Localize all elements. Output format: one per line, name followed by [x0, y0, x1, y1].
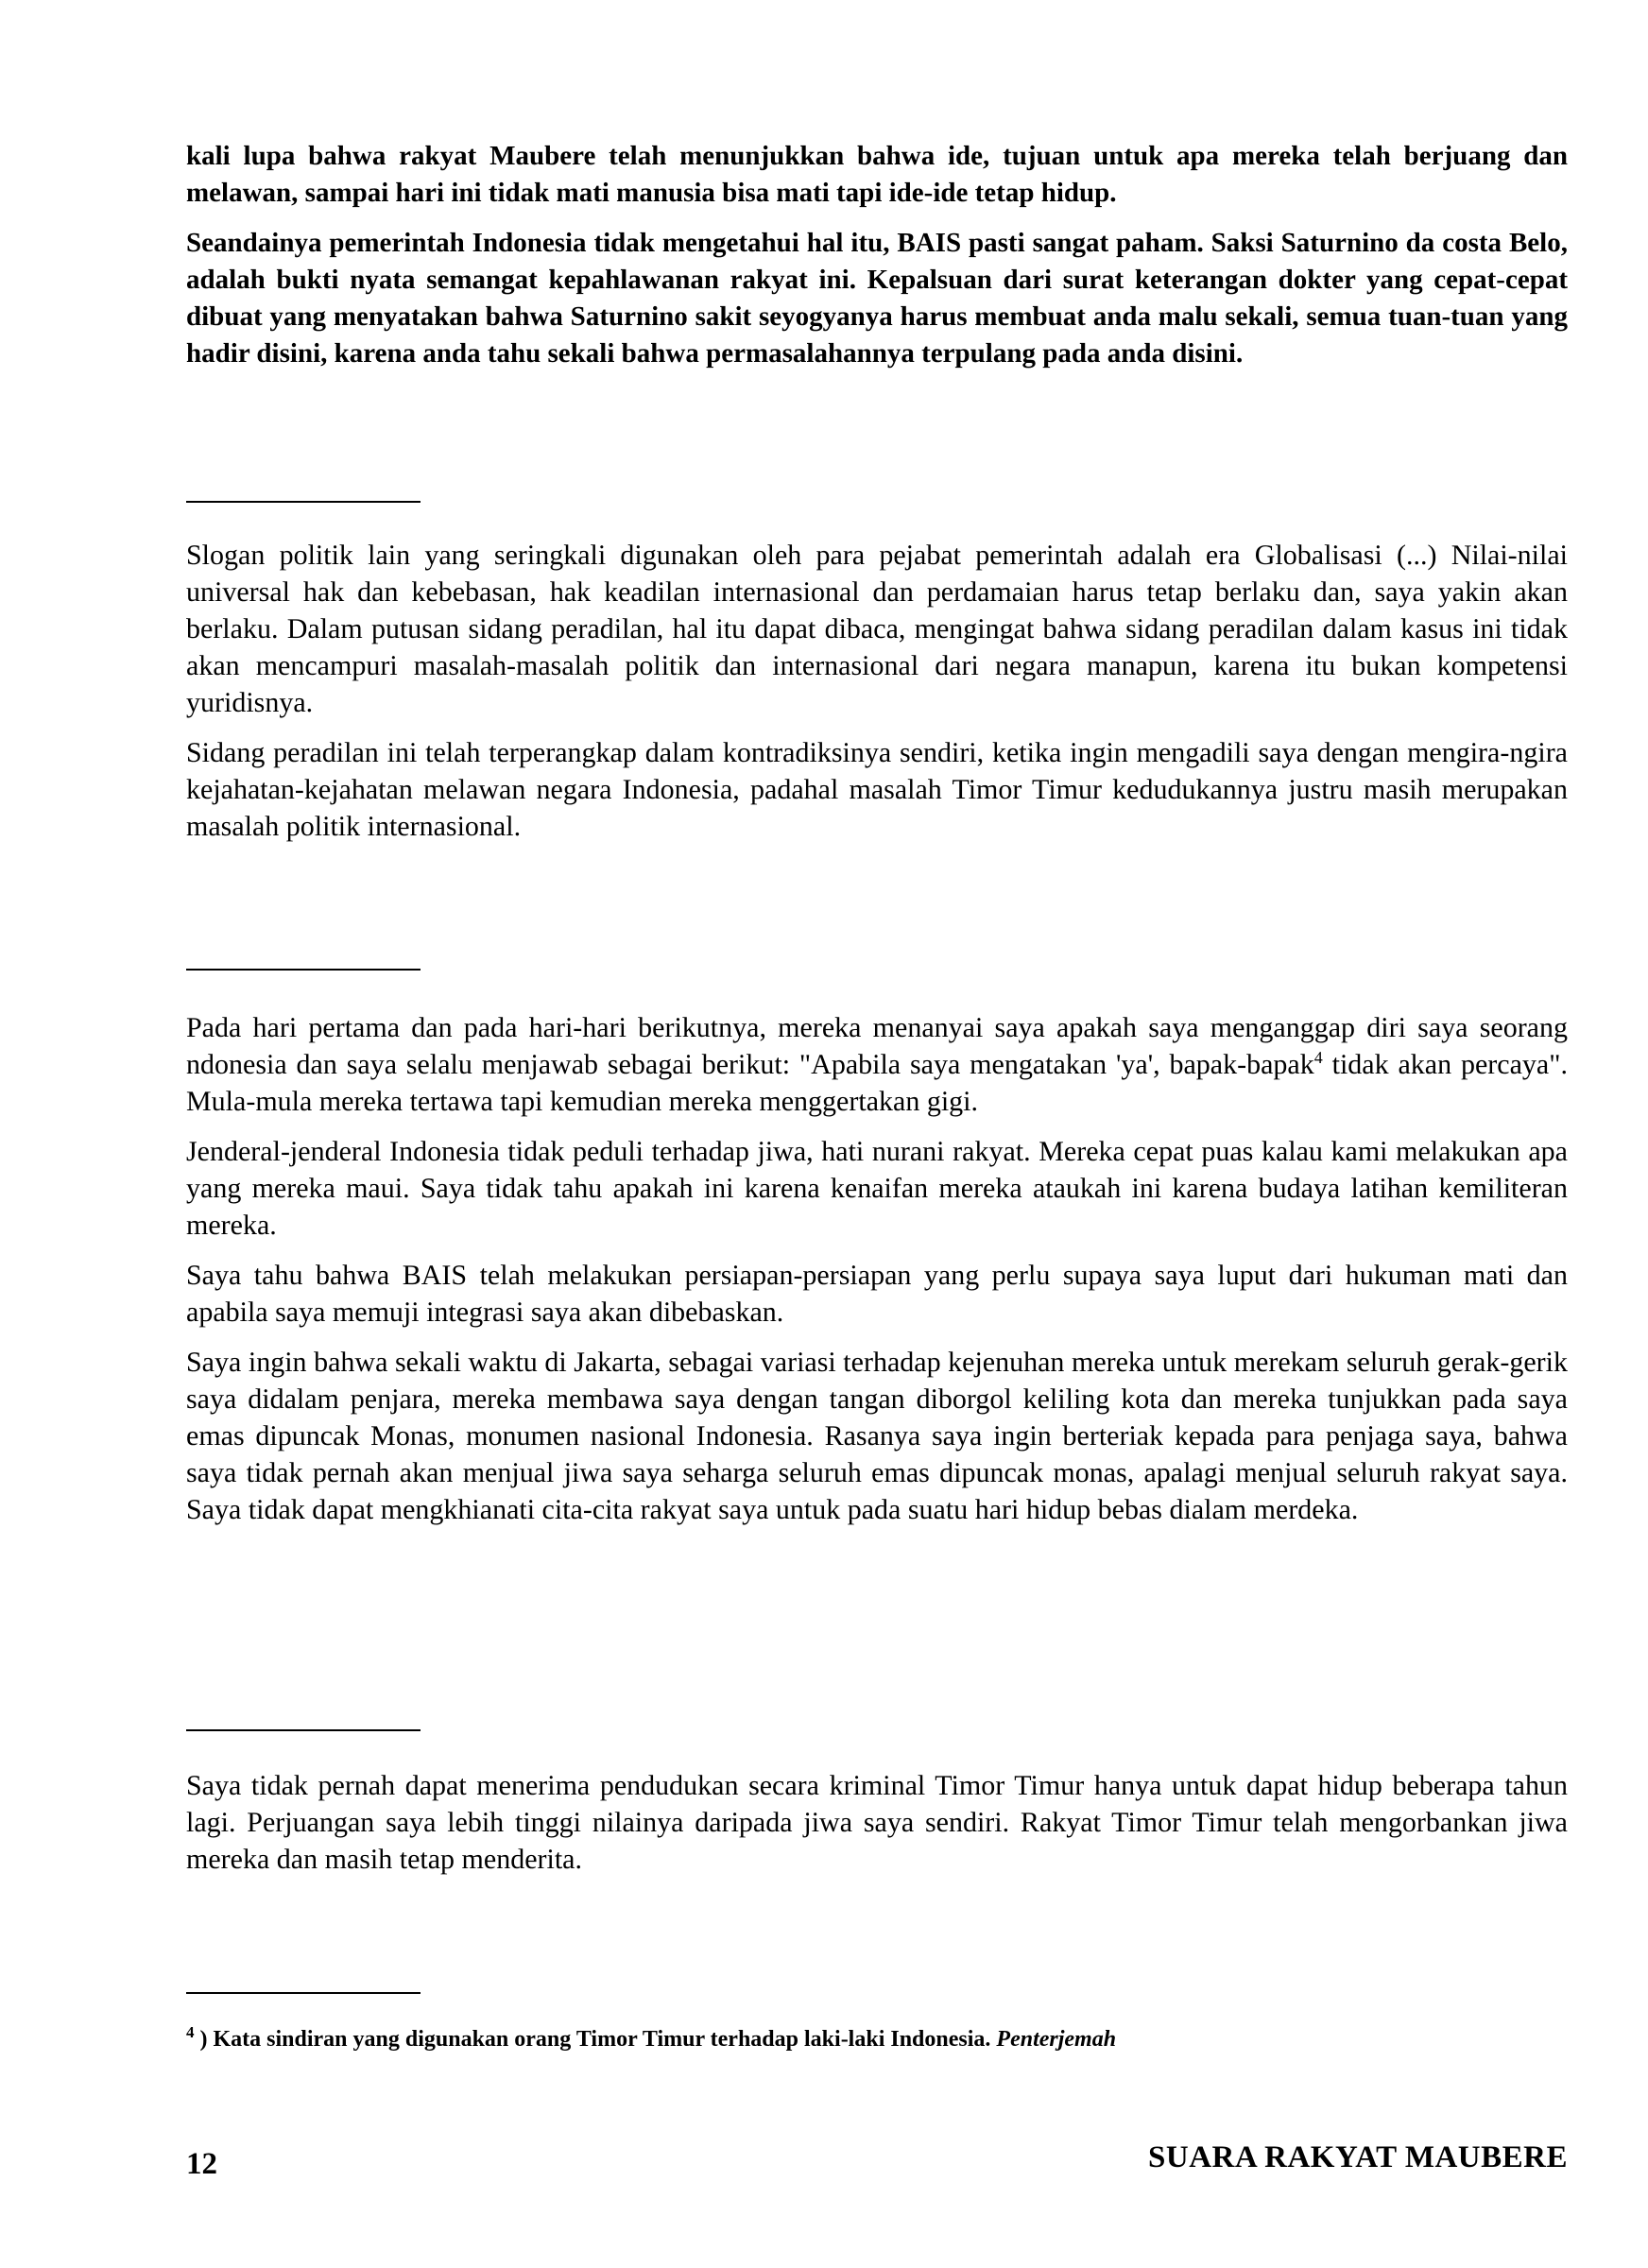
- footnote-divider: [186, 1992, 421, 1994]
- paragraph: Sidang peradilan ini telah terperangkap dalam kontradiksinya sendiri, ketika ingin mengadili saya dengan mengira-ngira kejahatan-kejahatan melawan negara Indonesia, padahal masalah Timor Timur kedudukannya justru masih merupakan masalah politik internasional.: [186, 737, 1568, 842]
- paragraph: Saya tidak pernah dapat menerima pendudukan secara kriminal Timor Timur hanya untuk dapat hidup beberapa tahun lagi. Perjuangan saya lebih tinggi nilainya daripada jiwa saya sendiri. Rakyat Timor Timur telah mengorbankan jiwa mereka dan masih tetap menderita.: [186, 1770, 1568, 1875]
- section-divider: [186, 1729, 421, 1731]
- section-3: [186, 1009, 1568, 1541]
- section-divider: [186, 969, 421, 971]
- footnote-reference: 4: [1313, 1048, 1323, 1067]
- section-1: [186, 138, 1568, 386]
- paragraph-text: Pada hari pertama dan pada hari-hari berikutnya, mereka menanyai saya apakah saya menganggap diri saya seorang ndonesia dan saya selalu menjawab sebagai berikut: "Apabila saya mengatakan 'ya', bapak-bapak: [186, 1012, 1568, 1080]
- paragraph-text: tidak akan percaya". Mula-mula mereka tertawa tapi kemudian mereka menggertakan gigi.: [186, 1049, 1568, 1117]
- paragraph: Saya ingin bahwa sekali waktu di Jakarta, sebagai variasi terhadap kejenuhan mereka untuk merekam seluruh gerak-gerik saya didalam penjara, mereka membawa saya dengan tangan diborgol keliling kota dan mereka tunjukkan pada saya emas dipuncak Monas, monumen nasional Indonesia. Rasanya saya ingin berteriak kepada para penjaga saya, bahwa saya tidak pernah akan menjual jiwa saya seharga seluruh emas dipuncak monas, apalagi menjual seluruh rakyat saya. Saya tidak dapat mengkhianati cita-cita rakyat saya untuk pada suatu hari hidup bebas dialam merdeka.: [186, 1347, 1568, 1525]
- paragraph: [186, 1009, 1568, 1120]
- footnote-marker: 4: [186, 2023, 195, 2041]
- footnote: [186, 2025, 1568, 2053]
- section-2: [186, 537, 1568, 858]
- section-4: [186, 1767, 1568, 1891]
- publication-title: SUARA RAKYAT MAUBERE: [1148, 2140, 1568, 2174]
- page-number: 12: [186, 2147, 217, 2181]
- paragraph: Seandainya pemerintah Indonesia tidak mengetahui hal itu, BAIS pasti sangat paham. Saksi Saturnino da costa Belo, adalah bukti nyata semangat kepahlawanan rakyat ini. Kepalsuan dari surat keterangan dokter yang cepat-cepat dibuat yang menyatakan bahwa Saturnino sakit seyogyanya harus membuat anda malu sekali, semua tuan-tuan yang hadir disini, karena anda tahu sekali bahwa permasalahannya terpulang pada anda disini.: [186, 228, 1568, 369]
- section-divider: [186, 501, 421, 503]
- footnote-text: ) Kata sindiran yang digunakan orang Timor Timur terhadap laki-laki Indonesia.: [199, 2027, 991, 2052]
- paragraph: Saya tahu bahwa BAIS telah melakukan persiapan-persiapan yang perlu supaya saya luput dari hukuman mati dan apabila saya memuji integrasi saya akan dibebaskan.: [186, 1260, 1568, 1328]
- footnote-attribution: Penterjemah: [996, 2027, 1117, 2052]
- paragraph: kali lupa bahwa rakyat Maubere telah menunjukkan bahwa ide, tujuan untuk apa mereka telah berjuang dan melawan, sampai hari ini tidak mati manusia bisa mati tapi ide-ide tetap hidup.: [186, 141, 1568, 208]
- paragraph: Jenderal-jenderal Indonesia tidak peduli terhadap jiwa, hati nurani rakyat. Mereka cepat puas kalau kami melakukan apa yang mereka maui. Saya tidak tahu apakah ini karena kenaifan mereka ataukah ini karena budaya latihan kemiliteran mereka.: [186, 1136, 1568, 1241]
- paragraph: Slogan politik lain yang seringkali digunakan oleh para pejabat pemerintah adalah era Globalisasi (...) Nilai-nilai universal hak dan kebebasan, hak keadilan internasional dan perdamaian harus tetap berlaku dan, saya yakin akan berlaku. Dalam putusan sidang peradilan, hal itu dapat dibaca, mengingat bahwa sidang peradilan dalam kasus ini tidak akan mencampuri masalah-masalah politik dan internasional dari negara manapun, karena itu bukan kompetensi yuridisnya.: [186, 540, 1568, 718]
